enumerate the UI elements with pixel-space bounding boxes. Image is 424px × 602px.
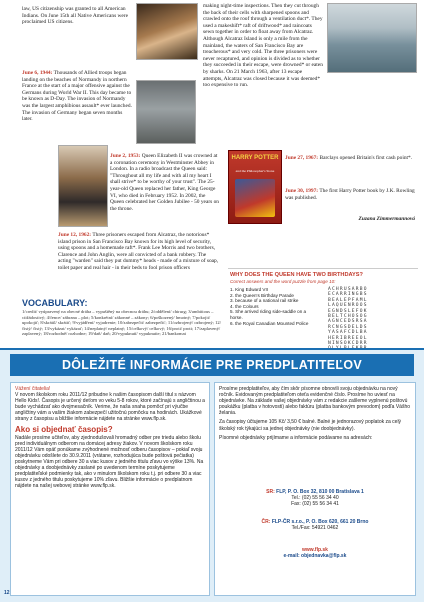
cr-address [219,519,411,531]
puzzle-row: EGNDSLEFOK [328,308,368,314]
greeting: Vážení čitatelia! [15,386,51,392]
queen-photo [58,145,108,227]
contact-links [219,547,411,559]
address-intro: Písomné objednávky prijímame a informácie podávame na adresách: [219,434,373,441]
june2-text: Queen Elizabeth II was crowned at a coronation ceremony in Westminster Abbey in London. In a radio broadcast the Queen said: "Throughout all my life and with all my heart I shall strive* to be worthy of your trust". The 25-year-old Queen replaced her father, King George VI, who died in February 1952. In 2002, the Queen celebrated her Golden Jubilee - 50 years on the throne. [110,153,219,212]
puzzle-row: AGNCEDSRSA [328,319,368,325]
cr-address-line: FLP-ČR s.r.o., P. O. Box 620, 661 20 Brno [271,519,369,525]
sr-fax: Fax: (02) 55 56 34 41 [291,501,339,508]
left-info-box [10,382,210,596]
june6-text: Thousands of Allied troops began landing on the beaches of Normandy in northern France at the start of a major offensive against the Germans during World War II. This day became to be known as D-Day. The invasion of Normandy was the largest amphibious assault* ever launched. The invasion of Germany began seven months later. [22,70,132,123]
june6-date: June 6, 1944: [22,70,53,76]
june27-block [285,155,415,162]
answer-1: 1. King Edward VII [230,287,269,292]
answer-3: 3. because of a national rail strike [230,298,299,304]
word-puzzle [328,287,416,352]
june2-block [110,153,220,212]
renewal-paragraph: Prosíme predplatiteľov, aby čím skôr písomne obnovili svoju objednávku na nový ročník. Evidovaným predplatiteľom oteťa evidenčné číslo. Prosíme ho uviesť na objednávke. Na základe vašej objednávky vám z redakcie zašleme vyplnenú poštovú poukážku (platba v hotovosti) alebo faktúru (platba bankovým prevodom) podľa Vášho želania. [219,386,411,417]
june30-date: June 30, 1997: [285,188,319,194]
intro-paragraph: V novom školskom roku 2011/12 pribudne k našim časopisom další titul s názvom Hello Kids!. Časopis je určený deťom vo veku 5-8 rokov, ktoré začínajú s angličtinou a bude vychádzať ako dvojmesačník. Verime, že naša snaha pomôcť pri výučbe angličtiny vám a vašim žiakom zabezpečí užitočnú pomôcku na hodinách. Ukážkové strany z časopisu a bližšie informácie nájdete na stránke www.flp.sk. [15,392,205,423]
sr-label: SR: [266,489,275,495]
june30-text: The first Harry Potter book by J.K. Rowling was published. [285,188,415,201]
vocab-text: 1/credit/ vyúpravený na obecné dráha – vypuštěný na obecnou dráhu; 2/oddělení/ chirurg; 3/ambitious – ctižádostivý; 4/fence/ zábrana – plot; 5/konkrétní/ zákonné – zákony; 6/poškozený/ hmotný; 7/pokojit/ upokojiť; 8/skrátil/ skrátiť; 9/vyjádření/ vyjadrenie; 10/zabezpečit/ zabezpečiť; 11/ozbrojený/ ozbrojený; 12/čistý/ čistý; 13/vykázat/ vykázať; 14/neplatný/ neplatný; 15/celkový/ celkový; 16/proti/ proti; 17/zaplavený/ zaplavený; 18/rozhodně/ rozhodne; 19/daň/ daň; 20/vypuknutí/ vypuknutie; 21/bankomat [22,309,221,337]
june2-date: June 2, 1953: [110,153,141,159]
alcatraz-text: making night-time inspections. Then they cut through the back of their cells with sharpened spoons and crawled onto the roof through a ventilation duct*. They used a makeshift* raft of driftwood* and raincoats sewn together in order to float away from Alcatraz. Although Alcatraz Island is only a mile from the mainland, the waters of San Francisco Bay are treacherous* and very cold. The three prisoners were never recaptured, and opinion is divided as to whether they succeeded in their escape, were drowned* or eaten by sharks. On 21 March 1963, after 13 escape attempts, Alcatraz was closed because it was deemed* too expensive to run. [203,3,323,89]
june27-text: Barclays opened Britain's first cash point*. [319,155,413,161]
puzzle-row: ECARRINGBS [328,292,368,298]
fee-paragraph: Za časopisy účtujeme 105 Kč/ 3,50 € balné. Balné je jednorazový poplatok za celý školský rok týkajúci sa jednej objednávky (nie doobjednávky). [219,419,402,432]
puzzle-row: YASAFCDLBA [328,330,368,336]
june12-date: June 12, 1962: [58,232,92,238]
puzzle-row: BEALEPFAML [328,297,368,303]
birthday-subtitle: Correct answers and the word puzzle from page 10: [230,279,336,284]
answer-list [230,287,316,326]
answer-2: 2. the Queen's Birthday Parade [230,292,294,298]
answer-6: 6. the Royal Canadian Mounted Police [230,320,309,326]
cr-tel: Tel./Fax: 54921 0462 [291,525,339,532]
june12-text: Three prisoners escaped from Alcatraz, the notorious* island prison in San Francisco Bay known for its high level of security, using spoons and a homemade raft*. Frank Lee Morris and two brothers, Clarence and John Anglin, were all convicted of a bank robbery. The acting "warden" said they put dummy* heads - made of a mixture of soap, toilet paper and real hair - in their beds to fool prison officers [58,232,219,271]
col1-intro: law, US citizenship was granted to all American Indians. On June 15th all Native Americans were proclaimed US citizens. [22,6,128,26]
puzzle-row: BELTCHOSOG [328,314,368,320]
dday-photo [136,80,196,144]
puzzle-row: NINSOKCDRR [328,341,368,347]
native-american-photo [136,3,198,60]
sr-address-line: FLP, P. O. Box 32, 810 00 Bratislava 1 [276,489,364,495]
sr-tel: Tel.: (02) 55 56 34 40 [291,495,339,502]
harry-potter-book [228,150,282,224]
banner-title: DÔLEŽITÉ INFORMÁCIE PRE PREDPLATITEĽOV [61,358,363,372]
book-illustration [235,179,275,217]
puzzle-row: LAQUENROOS [328,303,368,309]
puzzle-row: ACHRUSARBO [328,287,368,292]
author-name: Zuzana Zimmermannová [358,216,415,222]
alcatraz-photo [327,3,417,73]
right-info-box [214,382,416,596]
puzzle-row: HERIBREEOL [328,335,368,341]
answer-5: 5. She arrived riding side-saddle on a horse. [230,309,307,320]
june12-block [58,232,220,272]
right-content [219,386,411,441]
answer-4: 4. the Colours [230,303,259,309]
june27-date: June 27, 1967: [285,155,319,161]
cr-label: ČR: [261,519,271,525]
info-banner [10,354,414,376]
puzzle-row: RCNGSDELDS [328,324,368,330]
page-number: 12 [4,590,10,596]
order-paragraph: Nadále prosíme učiteľov, aby zjednodušovali hromadný odber pre triedu alebo školu pred individuálnym odberom na domácej adresy žiakov. V novom školskom roku 2011/12 Vám opäť ponúkame zvýhodnené možnosť odberu časopisov – pokiaľ svoju objednávku odošlete do 30.9.2011 (vrátane, rozhodujúca bude poštová pečiatka) poskytneme Vám pri odbere 30 a viac kusov z jedného titulu zľavu vo výške 13%. Na objednávky a doobjednávky zaslané po uvedenom termíne poskytujeme predplatiteľské podmienky tak, ako v minulom školskom roku t.j. pri odbere 30 a viac kusov z jedného titulu poskytujeme 10% zľavu. Bližšie informácie o predplatnom nájdete na našej webovej stránke www.flp.sk. [15,434,204,490]
left-content [15,386,205,489]
book-subtitle: and the Philosopher's Stone [235,169,275,173]
june30-block [285,188,415,201]
birthday-box [228,268,418,345]
june6-block [22,70,132,123]
email-link[interactable]: e-mail: objednavka@flp.sk [283,553,347,560]
sr-address [219,489,411,507]
vocab-title: VOCABULARY: [22,298,88,308]
order-heading: Ako si objednať časopis? [15,424,113,434]
website-link[interactable]: www.flp.sk [302,547,328,553]
book-title: HARRY POTTER [231,155,279,161]
birthday-title: WHY DOES THE QUEEN HAVE TWO BIRTHDAYS? [230,272,363,278]
